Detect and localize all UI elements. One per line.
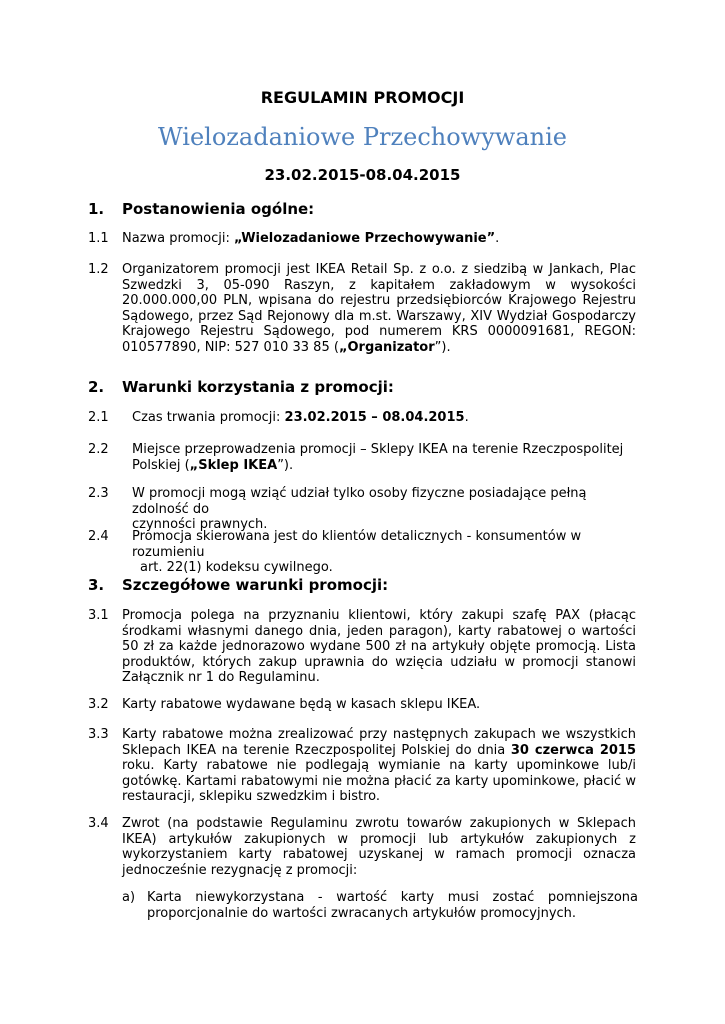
section-1-heading: 1. Postanowienia ogólne: xyxy=(88,200,315,218)
promotion-dates: 23.02.2015-08.04.2015 xyxy=(264,166,461,184)
section-3-heading: 3. Szczegółowe warunki promocji: xyxy=(88,576,389,594)
promotion-name: Wielozadaniowe Przechowywanie xyxy=(158,123,567,151)
document-title: REGULAMIN PROMOCJI xyxy=(260,88,465,107)
document-page: REGULAMIN PROMOCJI Wielozadaniowe Przechowywanie 23.02.2015-08.04.2015 1. Postanowienia ogólne: 1.1 Nazwa promocji: „Wielozadaniowe Przechowywanie”. 1.2 Organizatorem promocji jest IKEA Retail Sp. z o.o. z siedzibą w Jankach, Plac Szwedzki 3, 05-090 Raszyn, z kapitałem zakładowym w wysokości 20.000.000,00 PLN, wpisana do rejestru przedsiębiorców Krajowego Rejestru Sądowego, przez Sąd Rejonowy dla m.st. Warszawy, XIV Wydział Gospodarczy Krajowego Rejestru Sądowego, pod numerem KRS 0000091681, REGON: 010577890, NIP: 527 010 33 85 („Organizator”). 2. Warunki korzystania z promocji: 2.1 Czas trwania promocji: 23.02.2015 – 08.04.2015. 2.2 Miejsce przeprowadzenia promocji – Sklepy IKEA na terenie Rzeczpospolitej Polskiej („Sklep IKEA”). 2.3 W promocji mogą wziąć udział tylko osoby fizyczne posiadające pełną zdolność do czynności prawnych. 2.4 Promocja skierowana jest do klientów detalicznych - konsumentów w rozumieniu art. 22(1) kodeksu cywilnego. 3. Szczegółowe warunki promocji: 3.1 Promocja polega na przyznaniu klientowi, który zakupi szafę PAX (płacąc środkami własnymi danego dnia, jeden paragon), karty rabatowej o wartości 50 zł za każde jednorazowo wydane 500 zł na artykuły objęte promocją. Lista produktów, których zakup uprawnia do wzięcia udziału w promocji stanowi Załącznik nr 1 do Regulaminu. 3.2 Karty rabatowe wydawane będą w kasach sklepu IKEA. 3.3 Karty rabatowe można zrealizować przy następnych zakupach we wszystkich Sklepach IKEA na terenie Rzeczpospolitej Polskiej do dnia 30 czerwca 2015 roku. Karty rabatowe nie podlegają wymianie na karty upominkowe lub/i gotówkę. Kartami rabatowymi nie można płacić za karty upominkowe, płacić w restauracji, sklepiku szwedzkim i bistro. 3.4 Zwrot (na podstawie Regulaminu zwrotu towarów zakupionych w Sklepach IKEA) artykułów zakupionych w promocji lub artykułów zakupionych z wykorzystaniem karty rabatowej uzyskanej w ramach promocji oznacza jednocześnie rezygnację z promocji: a) Karta niewykorzystana - wartość karty musi zostać pomniejszona proporcjonalnie do wartości zwracanych artykułów promocyjnych. xyxy=(0,0,725,1024)
section-2-heading: 2. Warunki korzystania z promocji: xyxy=(88,378,394,396)
